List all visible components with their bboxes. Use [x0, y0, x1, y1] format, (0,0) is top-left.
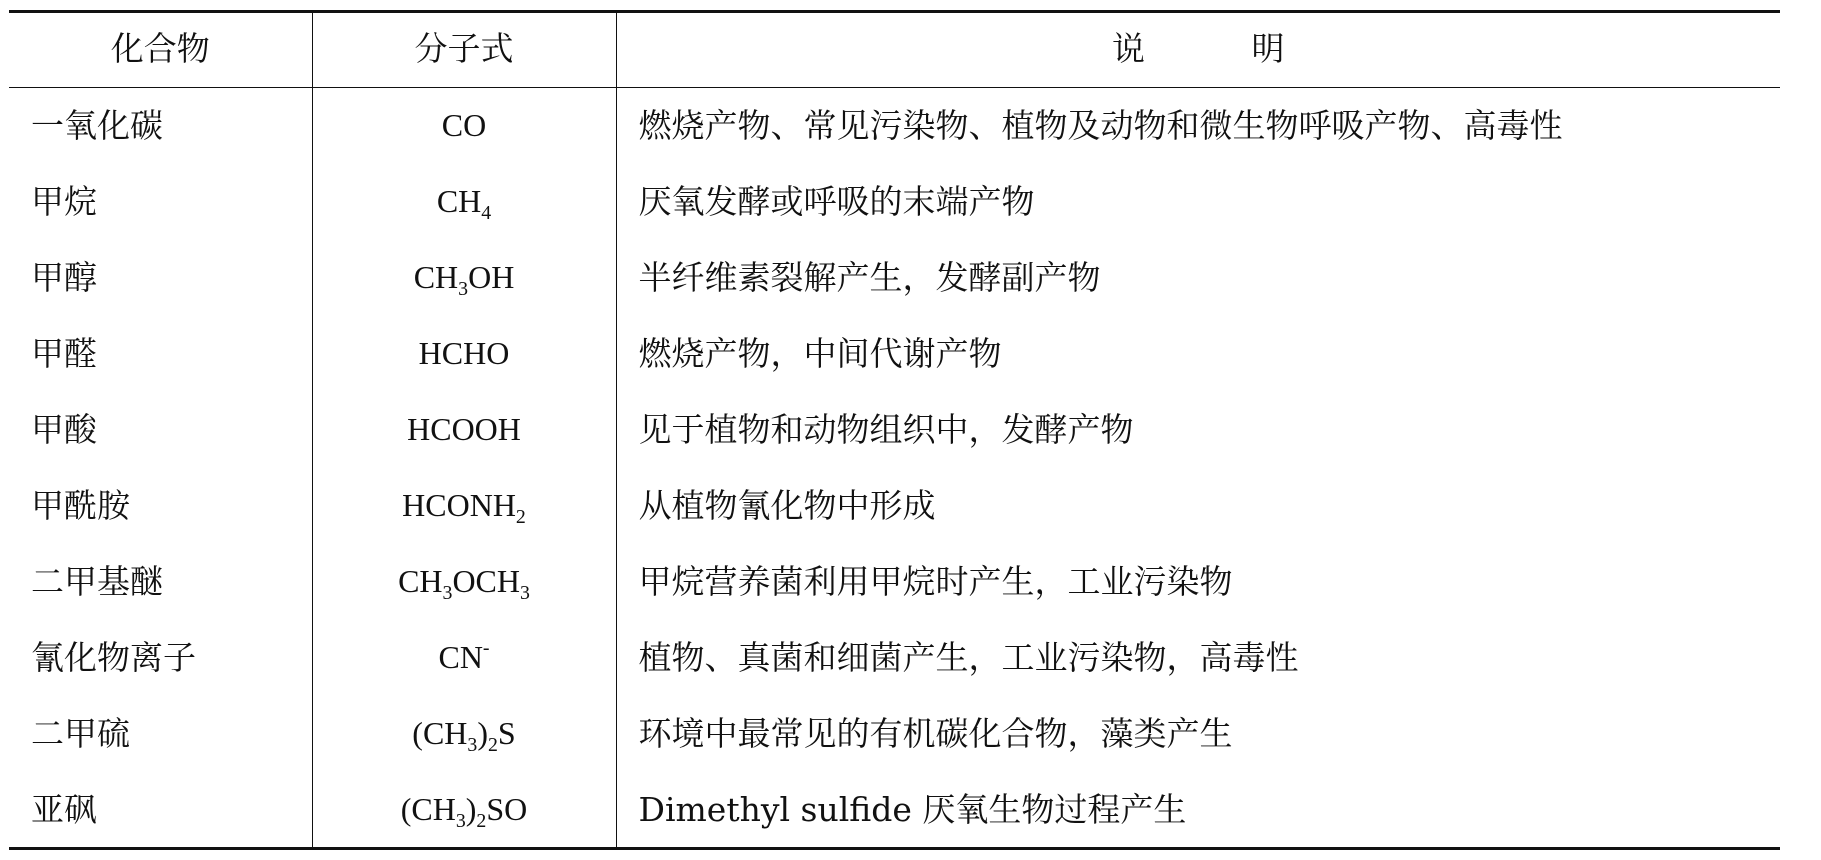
formula-part: 2 [487, 733, 498, 756]
molecular-formula [312, 543, 616, 619]
compound-table-grid [9, 10, 1780, 847]
header-description-label: 说 明 [1112, 28, 1333, 68]
compound-description: Dimethyl sulfide 厌氧生物过程产生 [638, 789, 1187, 829]
molecular-formula [312, 87, 616, 163]
molecular-formula [312, 467, 616, 543]
formula-part: S [497, 715, 516, 751]
compound-name: 甲醛 [9, 315, 312, 391]
compound-name: 一氧化碳 [9, 87, 312, 163]
formula-part: CH [436, 183, 482, 219]
formula-part: CH [413, 259, 459, 295]
formula-part: ) [465, 791, 477, 827]
compound-description: 从植物氰化物中形成 [638, 485, 936, 525]
formula-part: ) [477, 715, 488, 751]
table-header [9, 10, 1780, 87]
table-row [9, 391, 1780, 467]
formula-part: 2 [515, 505, 526, 528]
compound-name: 二甲硫 [9, 695, 312, 771]
compound-name: 二甲基醚 [9, 543, 312, 619]
header-formula: 分子式 [312, 10, 616, 87]
formula-part: 4 [481, 201, 492, 224]
formula-part: (CH [400, 791, 456, 827]
formula-part: 3 [442, 581, 453, 604]
molecular-formula [312, 163, 616, 239]
compound-description: 厌氧发酵或呼吸的末端产物 [638, 181, 1035, 221]
table-row [9, 771, 1780, 847]
header-row [9, 10, 1780, 87]
table-row [9, 163, 1780, 239]
molecular-formula [312, 771, 616, 847]
compound-description: 见于植物和动物组织中，发酵产物 [638, 409, 1134, 449]
molecular-formula [312, 239, 616, 315]
compound-name: 甲酰胺 [9, 467, 312, 543]
formula-part: SO [486, 791, 528, 827]
compound-description: 甲烷营养菌利用甲烷时产生，工业污染物 [638, 561, 1233, 601]
molecular-formula [312, 391, 616, 467]
table-row [9, 619, 1780, 695]
table-row [9, 695, 1780, 771]
compound-description: 燃烧产物，中间代谢产物 [638, 333, 1002, 373]
header-description [616, 10, 1780, 87]
compound-description: 半纤维素裂解产生，发酵副产物 [638, 257, 1101, 297]
formula-part: 3 [455, 809, 466, 832]
formula-part: - [482, 637, 490, 660]
formula-part: (CH [412, 715, 468, 751]
formula-part: OH [468, 259, 515, 295]
compound-description: 植物、真菌和细菌产生，工业污染物，高毒性 [638, 637, 1299, 677]
formula-part: 3 [467, 733, 478, 756]
formula-part: 2 [476, 809, 487, 832]
formula-part: CO [441, 107, 487, 144]
formula-part: CH [398, 563, 443, 599]
table-row [9, 239, 1780, 315]
compound-name: 氰化物离子 [9, 619, 312, 695]
formula-part: CN [438, 639, 483, 675]
formula-part: OCH [452, 563, 520, 599]
compound-name: 亚砜 [9, 771, 312, 847]
formula-part: HCONH [402, 487, 516, 523]
formula-part: HCOOH [407, 411, 521, 447]
formula-part: 3 [520, 581, 530, 604]
table-row [9, 543, 1780, 619]
compound-name: 甲烷 [9, 163, 312, 239]
compound-table [9, 10, 1780, 847]
compound-name: 甲醇 [9, 239, 312, 315]
compound-description: 环境中最常见的有机碳化合物，藻类产生 [638, 713, 1233, 753]
table-row [9, 315, 1780, 391]
table-bottom-rule [9, 847, 1780, 850]
table-body [9, 87, 1780, 847]
formula-part: HCHO [418, 335, 510, 371]
header-compound: 化合物 [9, 10, 312, 87]
table-row [9, 467, 1780, 543]
compound-name: 甲酸 [9, 391, 312, 467]
molecular-formula [312, 315, 616, 391]
table-row [9, 87, 1780, 163]
molecular-formula [312, 619, 616, 695]
formula-part: 3 [458, 277, 469, 300]
molecular-formula [312, 695, 616, 771]
compound-description: 燃烧产物、常见污染物、植物及动物和微生物呼吸产物、高毒性 [638, 105, 1563, 145]
